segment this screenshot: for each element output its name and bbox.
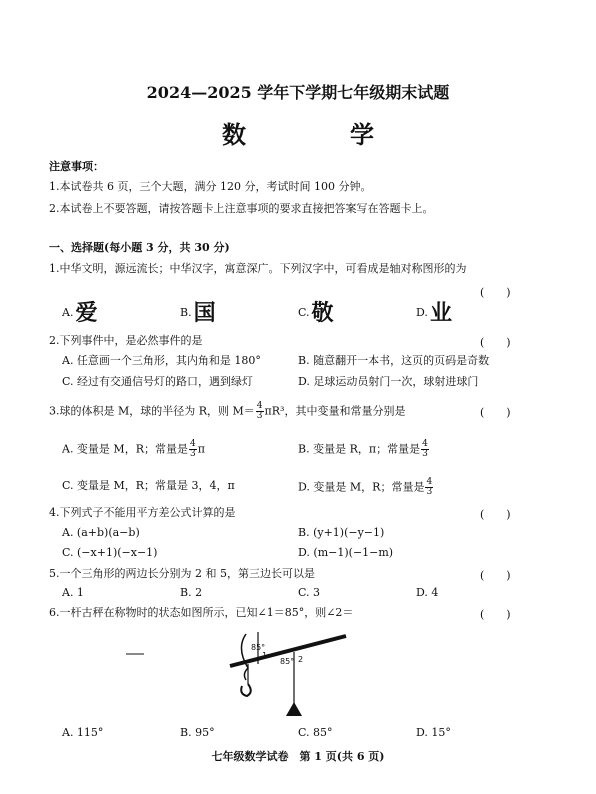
option-c: C. 经过有交通信号灯的路口，遇到绿灯 xyxy=(62,375,254,388)
answer-paren: ( ) xyxy=(480,406,511,419)
option-letter: C. xyxy=(298,306,310,319)
option-d: D. (m−1)(−1−m) xyxy=(298,546,394,559)
option-letter: A. xyxy=(62,306,74,319)
answer-paren: ( ) xyxy=(480,508,511,521)
option-c xyxy=(298,300,334,326)
option-b xyxy=(180,300,216,326)
answer-paren: ( ) xyxy=(480,336,511,349)
answer-paren: ( ) xyxy=(480,608,511,621)
fraction-numerator: 4 xyxy=(256,401,263,411)
fraction-denominator: 3 xyxy=(426,487,433,497)
option-a: A. 1 xyxy=(62,586,84,599)
option-b: B. 95° xyxy=(180,726,215,739)
option-char: 爱 xyxy=(75,300,98,326)
steelyard-figure xyxy=(120,622,360,722)
option-b xyxy=(298,440,430,459)
note-item: 2.本试卷上不要答题，请按答题卡上注意事项的要求直接把答案写在答题卡上。 xyxy=(49,202,434,215)
option-text: A. 变量是 M，R；常量是 xyxy=(62,442,188,456)
option-d: D. 足球运动员射门一次，球射进球门 xyxy=(298,375,479,388)
option-c: C. 变量是 M，R；常量是 3，4，π xyxy=(62,479,235,492)
option-char: 敬 xyxy=(311,300,334,326)
option-a: A. 115° xyxy=(62,726,104,739)
option-text: B. 变量是 R，π；常量是 xyxy=(298,442,421,456)
exam-title: 2024—2025 学年下学期七年级期末试题 xyxy=(146,83,450,102)
option-b: B. 随意翻开一本书，这页的页码是奇数 xyxy=(298,354,490,367)
angle-1-mark: 85° xyxy=(251,643,266,652)
note-item: 1.本试卷共 6 页，三个大题，满分 120 分，考试时间 100 分钟。 xyxy=(49,180,372,193)
option-a xyxy=(62,440,205,459)
hook-icon xyxy=(241,684,251,696)
fraction xyxy=(425,478,433,497)
fraction-denominator: 3 xyxy=(256,411,263,421)
question-stem: 5.一个三角形的两边长分别为 2 和 5，第三边长可以是 xyxy=(49,567,315,580)
option-text: π xyxy=(197,442,205,456)
angle-1-label: 1 xyxy=(262,651,268,660)
angle-2-label: 2 xyxy=(298,655,304,664)
weight-icon xyxy=(286,702,302,716)
fraction-denominator: 3 xyxy=(189,449,196,459)
option-b: B. (y+1)(−y−1) xyxy=(298,526,385,539)
option-d xyxy=(298,478,434,497)
fraction-numerator: 4 xyxy=(426,477,433,487)
option-text: D. 变量是 M，R；常量是 xyxy=(298,480,425,494)
notes-heading: 注意事项： xyxy=(49,160,104,173)
option-char: 业 xyxy=(429,300,452,326)
option-letter: B. xyxy=(180,306,192,319)
answer-paren: ( ) xyxy=(480,569,511,582)
stem-text: 3.球的体积是 M，球的半径为 R，则 M＝ xyxy=(49,404,255,418)
option-a: A. (a+b)(a−b) xyxy=(62,526,140,539)
option-a: A. 任意画一个三角形，其内角和是 180° xyxy=(62,354,261,367)
question-stem: 2.下列事件中，是必然事件的是 xyxy=(49,334,203,347)
option-a xyxy=(62,300,98,326)
fraction xyxy=(189,440,197,459)
option-d xyxy=(416,300,452,326)
option-c: C. (−x+1)(−x−1) xyxy=(62,546,158,559)
section-heading: 一、选择题(每小题 3 分，共 30 分) xyxy=(49,241,230,254)
option-char: 国 xyxy=(193,300,216,326)
fraction xyxy=(256,402,264,421)
option-c: C. 85° xyxy=(298,726,333,739)
question-stem: 1.中华文明，源远流长；中华汉字，寓意深广。下列汉字中，可看成是轴对称图形的为 xyxy=(49,262,467,275)
fraction-numerator: 4 xyxy=(189,439,196,449)
hanging-rope xyxy=(241,634,248,680)
question-stem: 4.下列式子不能用平方差公式计算的是 xyxy=(49,506,236,519)
option-c: C. 3 xyxy=(298,586,321,599)
option-b: B. 2 xyxy=(180,586,203,599)
fraction-denominator: 3 xyxy=(422,449,428,459)
fraction xyxy=(421,440,429,459)
question-stem xyxy=(49,402,405,421)
option-d: D. 4 xyxy=(416,586,439,599)
page-footer: 七年级数学试卷 第 1 页(共 6 页) xyxy=(211,750,385,763)
stem-text: πR³，其中变量和常量分别是 xyxy=(264,404,406,418)
angle-2-mark: 85° xyxy=(280,657,295,666)
subject-title: 数 学 xyxy=(222,120,414,149)
answer-paren: ( ) xyxy=(480,286,511,299)
question-stem: 6.一杆古秤在称物时的状态如图所示，已知∠1＝85°，则∠2＝ xyxy=(49,606,354,619)
option-d: D. 15° xyxy=(416,726,451,739)
option-letter: D. xyxy=(416,306,428,319)
fraction-numerator: 4 xyxy=(422,439,428,449)
